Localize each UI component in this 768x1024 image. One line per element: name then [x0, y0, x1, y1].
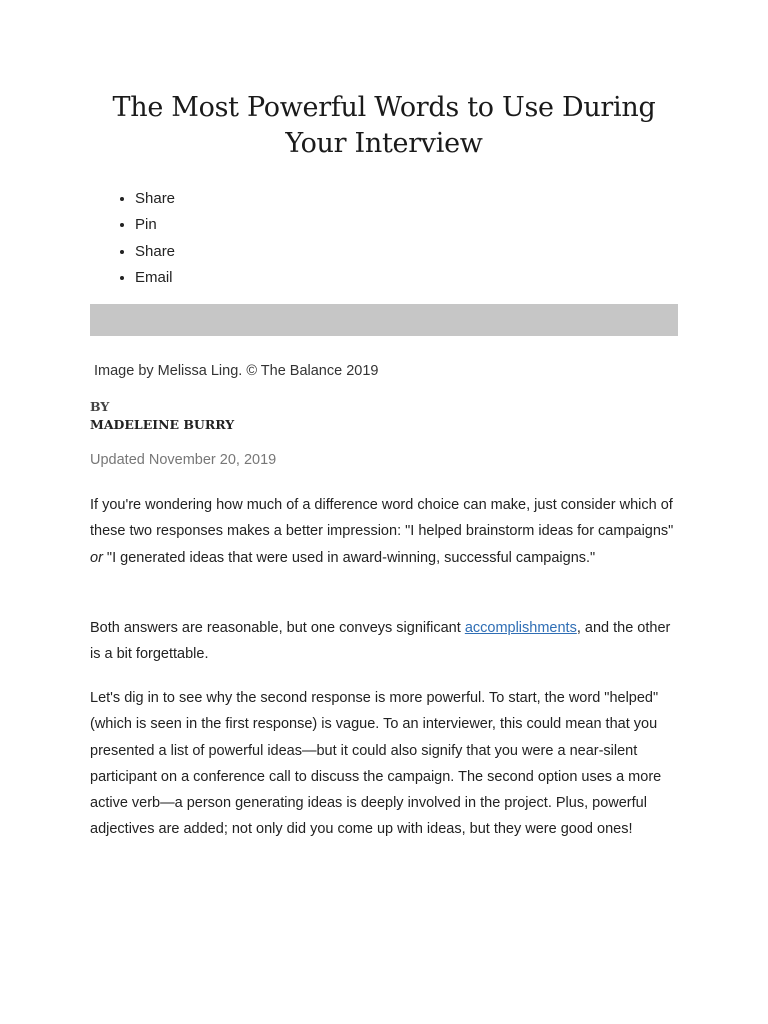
paragraph-1-part-2: "I generated ideas that were used in award-winning, successful campaigns.": [102, 549, 596, 566]
article-title: The Most Powerful Words to Use During Your Interview: [112, 92, 656, 159]
image-caption: Image by Melissa Ling. © The Balance 2019: [94, 363, 379, 379]
updated-date: Updated November 20, 2019: [90, 452, 277, 468]
share-item-share[interactable]: • Share: [135, 186, 175, 212]
share-list: [90, 186, 175, 291]
paragraph-1-emphasis: or: [90, 549, 103, 566]
share-item-email[interactable]: • Email: [135, 265, 175, 291]
byline-label: BY: [90, 399, 110, 414]
share-item-pin[interactable]: • Pin: [135, 212, 175, 238]
article-image-placeholder: [90, 304, 678, 336]
paragraph-3: Let's dig in to see why the second response is more powerful. To start, the word "helped" (which is seen in the first response) is vague. To an interviewer, this could mean that you presented a list of powerful ideas—but it could also signify that you were a near-silent participant on a conference call to discuss the campaign. The second option uses a more active verb—a person generating ideas is deeply involved in the project. Plus, powerful adjectives are added; not only did you come up with ideas, but they were good ones!: [90, 690, 662, 838]
share-item-share-2[interactable]: • Share: [135, 239, 175, 265]
paragraph-2-before: Both answers are reasonable, but one conveys significant: [90, 620, 465, 636]
paragraph-2-after: , and the other is a bit forgettable.: [90, 620, 671, 663]
author-name[interactable]: MADELEINE BURRY: [90, 417, 235, 432]
paragraph-1: [90, 492, 678, 571]
paragraph-1-part-1: If you're wondering how much of a difference word choice can make, just consider which of these two responses makes a better impression: "I helped brainstorm ideas for campaigns": [90, 497, 674, 540]
paragraph-2: [90, 615, 678, 668]
accomplishments-link[interactable]: accomplishments: [464, 620, 577, 636]
